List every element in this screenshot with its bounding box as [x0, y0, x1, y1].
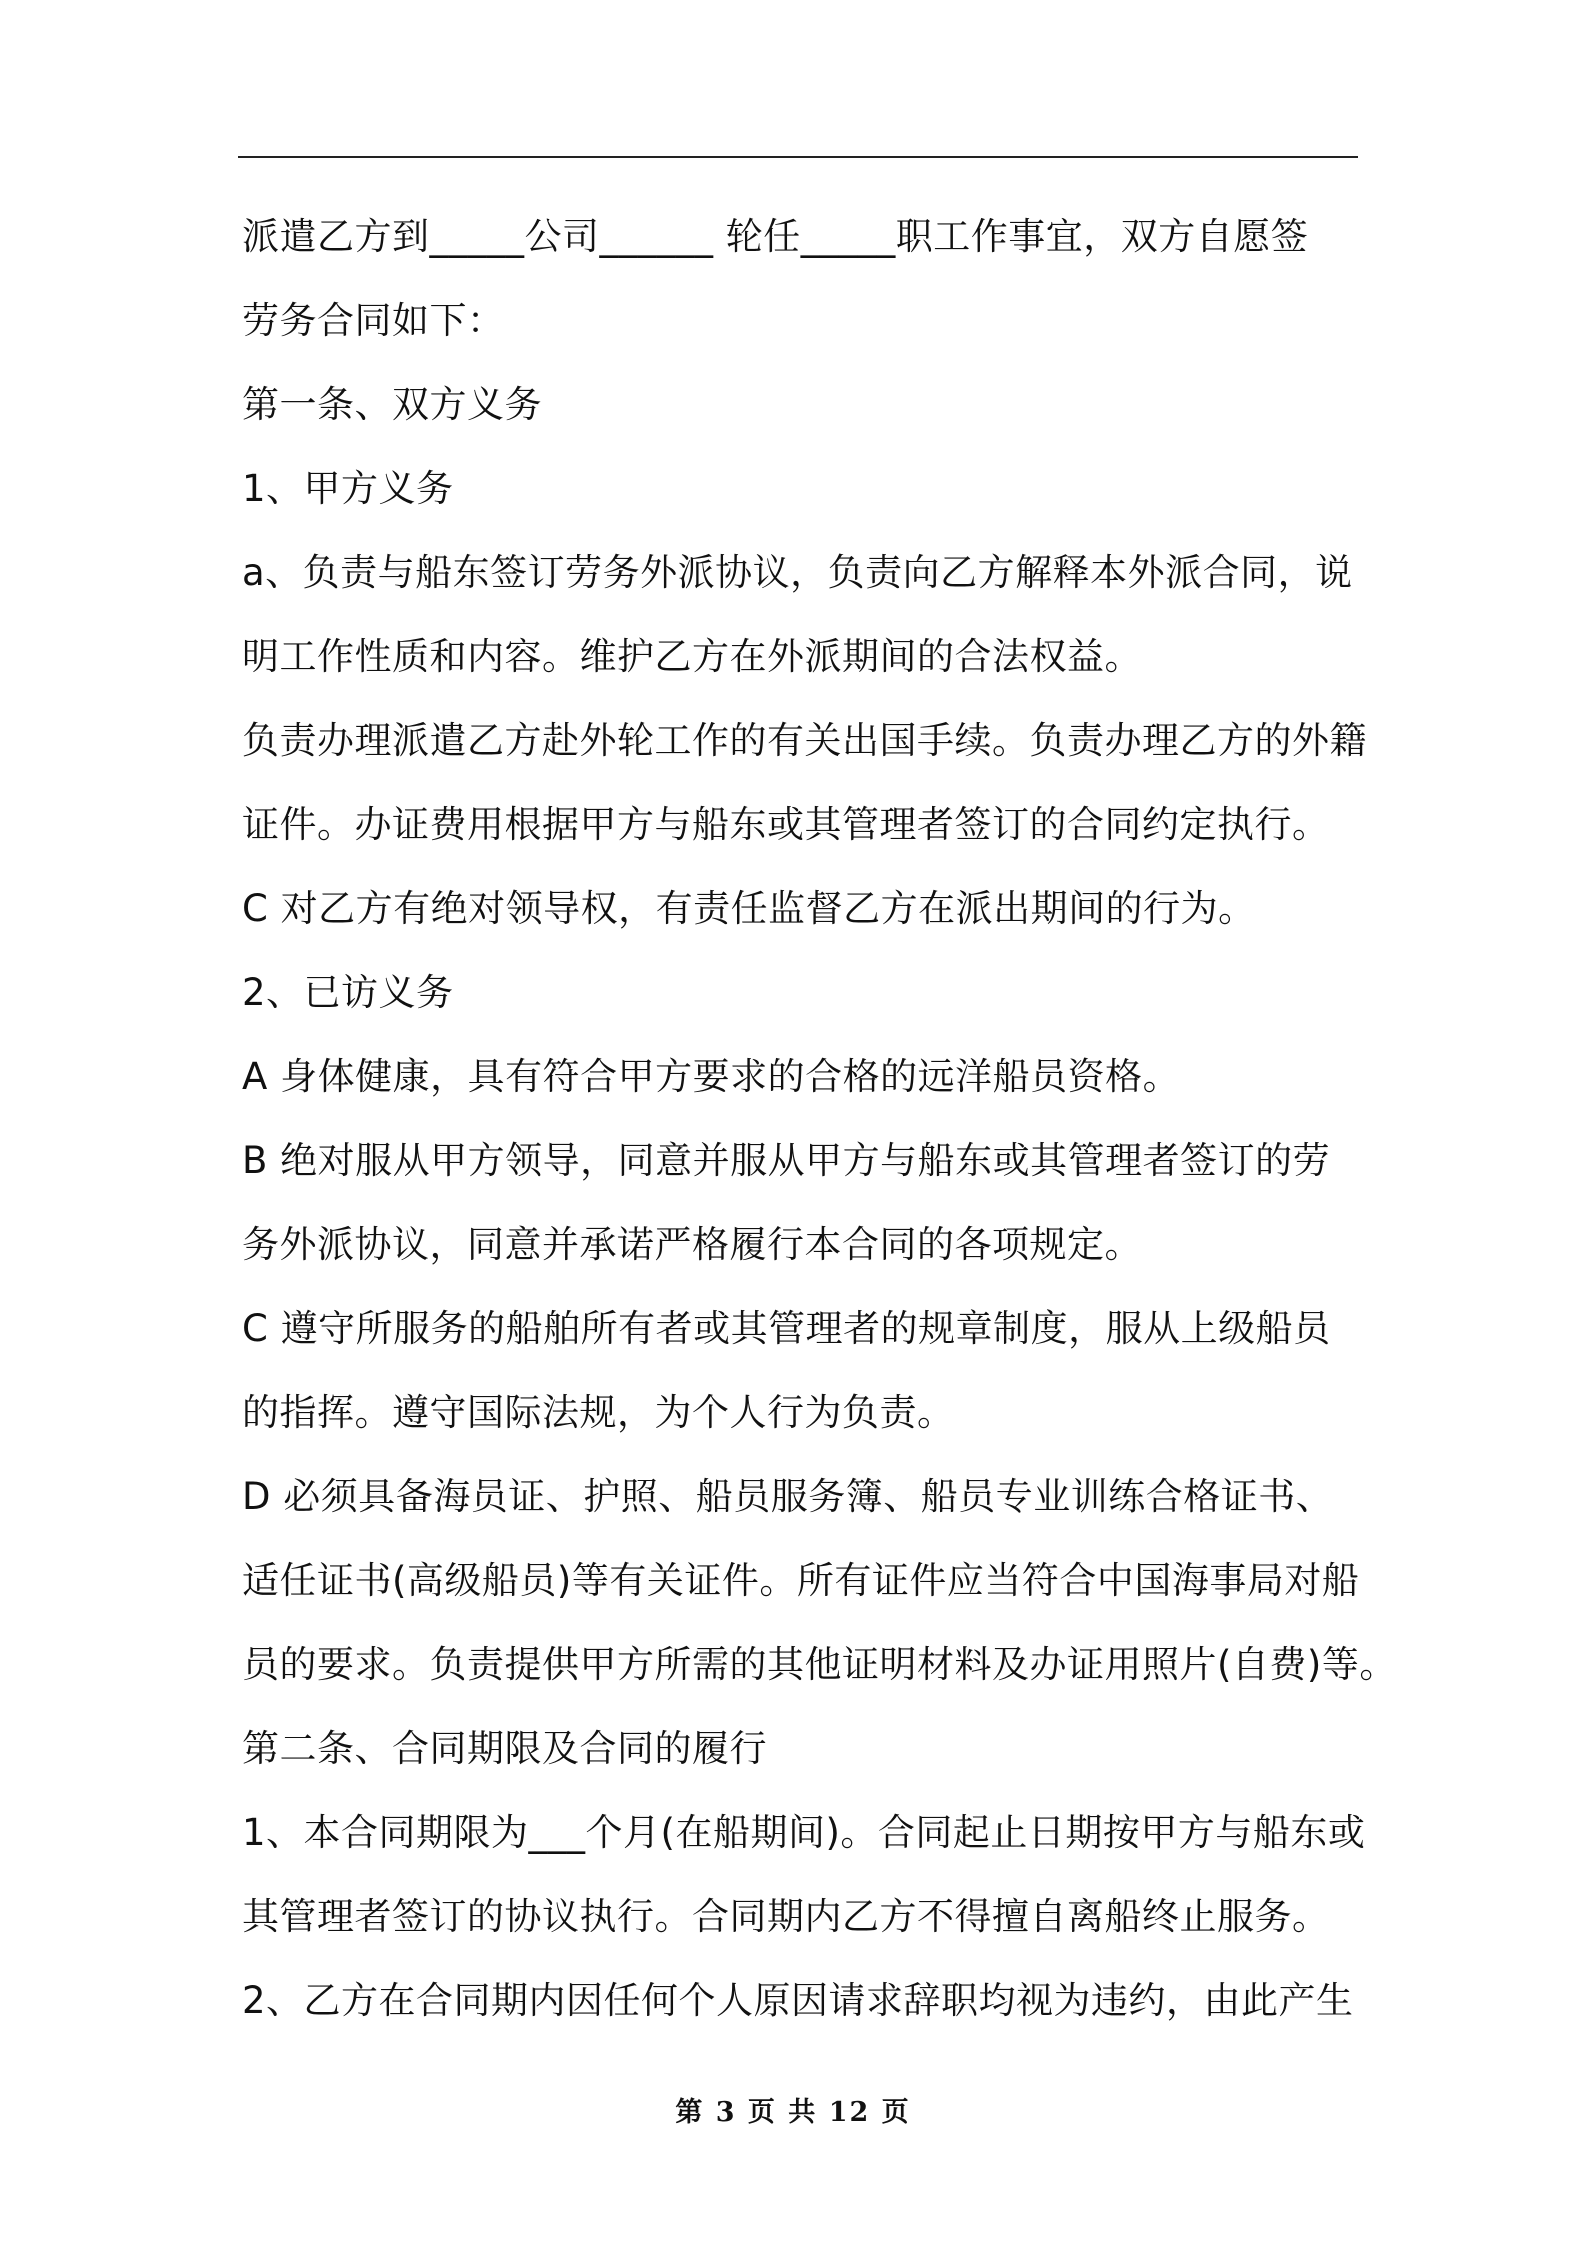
- subsection-heading: 1、甲方义务: [242, 467, 454, 510]
- body-line: D 必须具备海员证、护照、船员服务簿、船员专业训练合格证书、: [242, 1475, 1334, 1518]
- body-line: 证件。办证费用根据甲方与船东或其管理者签订的合同约定执行。: [242, 803, 1330, 846]
- section-heading: 第二条、合同期限及合同的履行: [242, 1727, 767, 1770]
- body-line: 其管理者签订的协议执行。合同期内乙方不得擅自离船终止服务。: [242, 1895, 1330, 1938]
- body-line: 2、乙方在合同期内因任何个人原因请求辞职均视为违约，由此产生: [242, 1979, 1354, 2022]
- body-line: 务外派协议，同意并承诺严格履行本合同的各项规定。: [242, 1223, 1142, 1266]
- body-line: 1、本合同期限为___个月(在船期间)。合同起止日期按甲方与船东或: [242, 1811, 1366, 1854]
- body-line: 员的要求。负责提供甲方所需的其他证明材料及办证用照片(自费)等。: [242, 1643, 1397, 1686]
- body-line: C 对乙方有绝对领导权，有责任监督乙方在派出期间的行为。: [242, 887, 1256, 930]
- body-line: C 遵守所服务的船舶所有者或其管理者的规章制度，服从上级船员: [242, 1307, 1331, 1350]
- body-line: 劳务合同如下：: [242, 299, 505, 342]
- body-line: 派遣乙方到_____公司______ 轮任_____职工作事宜，双方自愿签: [242, 215, 1309, 258]
- section-heading: 第一条、双方义务: [242, 383, 542, 426]
- page-indicator: 第 3 页 共 12 页: [675, 2097, 911, 2128]
- body-line: B 绝对服从甲方领导，同意并服从甲方与船东或其管理者签订的劳: [242, 1139, 1331, 1182]
- body-line: 明工作性质和内容。维护乙方在外派期间的合法权益。: [242, 635, 1142, 678]
- body-line: 适任证书(高级船员)等有关证件。所有证件应当符合中国海事局对船: [242, 1559, 1360, 1602]
- subsection-heading: 2、已访义务: [242, 971, 454, 1014]
- body-line: 负责办理派遣乙方赴外轮工作的有关出国手续。负责办理乙方的外籍: [242, 719, 1367, 762]
- body-line: a、负责与船东签订劳务外派协议，负责向乙方解释本外派合同，说: [242, 551, 1353, 594]
- header-rule: [238, 156, 1358, 158]
- body-line: A 身体健康，具有符合甲方要求的合格的远洋船员资格。: [242, 1055, 1181, 1098]
- document-body: [242, 195, 1397, 2043]
- body-line: 的指挥。遵守国际法规，为个人行为负责。: [242, 1391, 955, 1434]
